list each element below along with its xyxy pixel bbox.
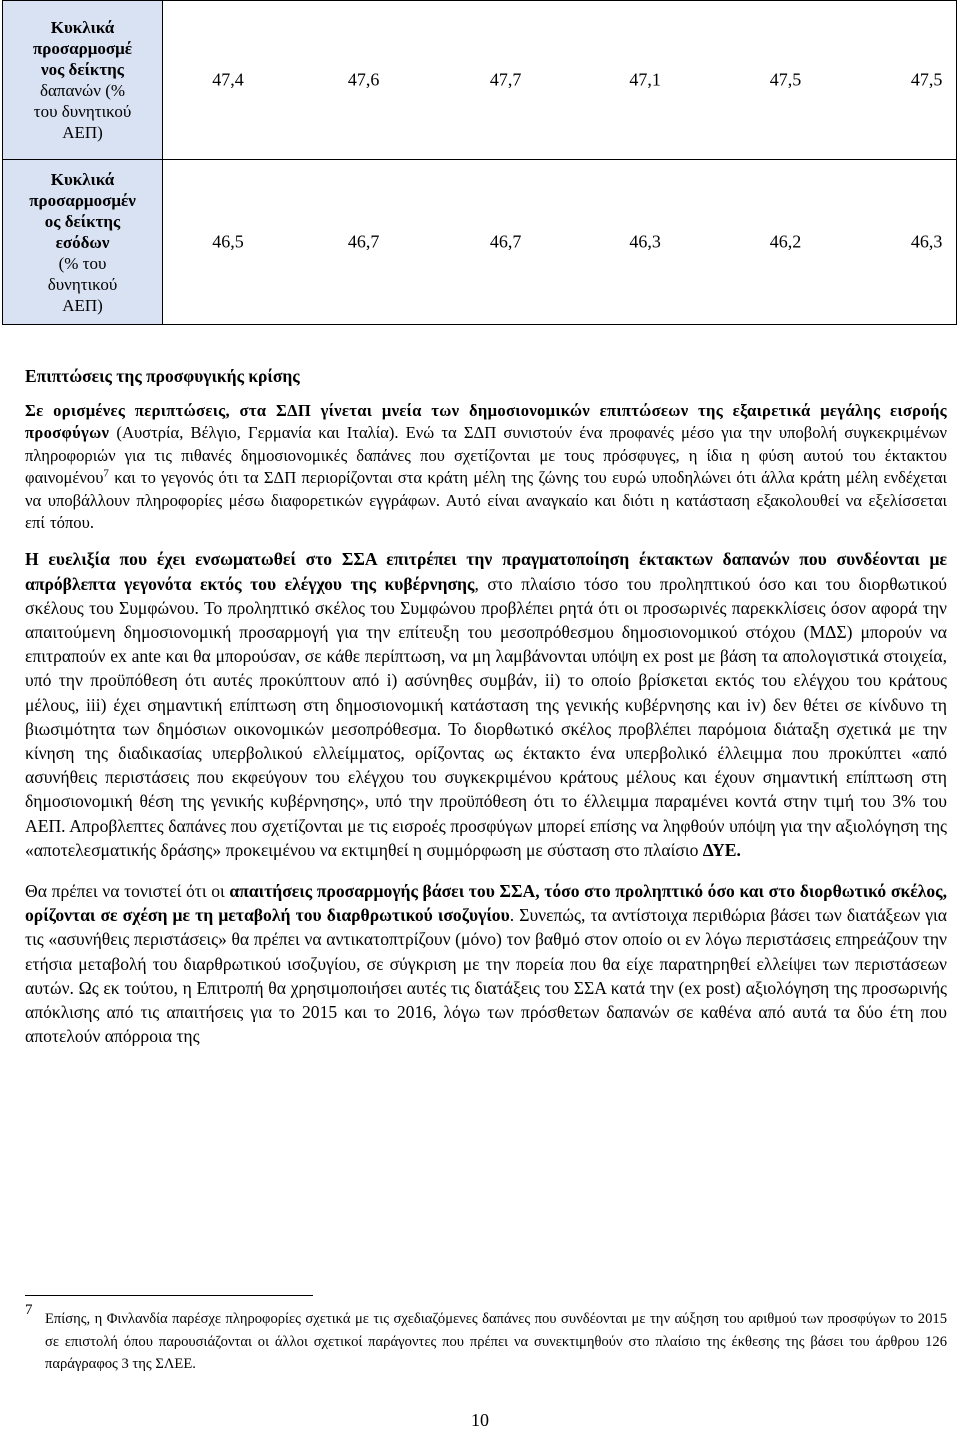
table-row <box>3 160 957 325</box>
table-row <box>3 1 957 160</box>
footnote-text: Επίσης, η Φινλανδία παρέσχε πληροφορίες σχετικά με τις σχεδιαζόμενες δαπάνες που συνδέονται με την αύξηση του αριθμού των προσφύγων το 2015 σε επιστολή όπου παρουσιάζονται οι άλλοι σχετικοί παράγοντες που πρέπει να συνεκτιμηθούν στο πλαίσιο της έκθεσης της βάσει του άρθρου 126 παράγραφος 3 της ΣΛΕΕ. <box>45 1311 947 1372</box>
paragraph-bold-tail: ΔΥΕ. <box>702 839 741 860</box>
paragraph-text: Θα πρέπει να τονιστεί ότι οι <box>25 881 230 902</box>
page-number: 10 <box>471 1410 489 1430</box>
paragraph-bold-lead: Σε ορισμένες περιπτώσεις, στα ΣΔΠ γίνεται μνεία των δημοσιονομικών επιπτώσεων της εξαιρετικά μεγάλης εισροής προσφύγων <box>25 401 947 443</box>
table-cell: 47,1 <box>629 69 661 90</box>
section-heading: Επιπτώσεις της προσφυγικής κρίσης <box>25 366 300 386</box>
footnote-ref[interactable]: 7 <box>103 467 109 480</box>
table-cell: 47,4 <box>212 69 244 90</box>
row-label-revenue: Κυκλικά προσαρμοσμέν ος δείκτης εσόδων (% του δυνητικού ΑΕΠ) <box>3 160 163 325</box>
paragraph-adjustment <box>25 879 947 1048</box>
paragraph-flexibility <box>25 547 947 862</box>
table-cell: 47,7 <box>489 69 522 90</box>
footnote-number: 7 <box>25 1302 33 1318</box>
footnote-divider <box>25 1295 313 1296</box>
table-cell: 46,3 <box>629 231 661 252</box>
table-cell: 46,2 <box>769 231 802 252</box>
paragraph-bold-lead: Η ευελιξία που έχει ενσωματωθεί στο ΣΣΑ επιτρέπει την πραγματοποίηση έκτακτων δαπανών που συνδέονται με απρόβλεπτα γεγονότα εκτός του ελέγχου της κυβέρνησης <box>25 549 947 594</box>
table-cell: 46,7 <box>347 231 380 252</box>
row-values-revenue <box>163 160 957 325</box>
table-cell: 46,5 <box>212 231 244 252</box>
row-label-expenditure: Κυκλικά προσαρμοσμέ νος δείκτης δαπανών (% του δυνητικού ΑΕΠ) <box>3 1 163 160</box>
table-cell: 46,3 <box>910 231 943 252</box>
paragraph-text: , στο πλαίσιο τόσο του προληπτικού όσο και του διορθωτικού σκέλους του Συμφώνου. Το προληπτικό σκέλος του Συμφώνου προβλέπει ρητά ότι οι προσωρινές παρεκκλίσεις όσον αφορά την απαιτούμενη δημοσιονομική προσαρμογή για την επίτευξη του μεσοπρόθεσμου δημοσιονομικού στόχου (ΜΔΣ) μπορούν να επιτραπούν ex ante και θα μπορούσαν, σε κάθε περίπτωση, να μη λαμβάνονται υπόψη ex post με βάση τα απολογιστικά στοιχεία, υπό την προϋπόθεση ότι αυτές προκύπτουν από i) ασύνηθες συμβάν, ii) το οποίο βρίσκεται εκτός του ελέγχου του κράτους μέλους, iii) έχει σημαντική επίπτωση στη δημοσιονομική κατάσταση της γενικής κυβέρνησης και iv) δεν θέτει σε κίνδυνο τη βιωσιμότητα των δημόσιων οικονομικών μεσοπρόθεσμα. Το διορθωτικό σκέλος προβλέπει παρόμοια διάταξη σχετικά με την κίνηση της διαδικασίας υπερβολικού ελλείμματος, ορίζοντας ως έκτακτο ένα υπερβολικό έλλειμμα που προκύπτει «από ασυνήθεις περιστάσεις που εκφεύγουν του ελέγχου του συγκεκριμένου κράτους μέλους και έχουν σημαντική επίπτωση στη δημοσιονομική θέση της γενικής κυβέρνησης», υπό την προϋπόθεση ότι το έλλειμμα παραμένει κοντά στην τιμή του 3% του ΑΕΠ. Απροβλεπτες δαπάνες που σχετίζονται με τις εισροές προσφύγων μπορεί επίσης να ληφθούν υπόψη για την αξιολόγηση της «αποτελεσματικής δράσης» προκειμένου να εκτιμηθεί η συμμόρφωση με σύσταση στο πλαίσιο <box>25 573 948 860</box>
paragraph-bold-mid: απαιτήσεις προσαρμογής βάσει του ΣΣΑ, τόσο στο προληπτικό όσο και στο διορθωτικό σκέλος, ορίζονται σε σχέση με τη μεταβολή του διαρθρωτικού ισοζυγίου <box>25 881 947 926</box>
paragraph-text: (Αυστρία, Βέλγιο, Γερμανία και Ιταλία). Ενώ τα ΣΔΠ συνιστούν ένα προφανές μέσο για την υποβολή συγκεκριμένων πληροφοριών για τις πιθανές δημοσιονομικές δαπάνες που σχετίζονται με τους πρόσφυγες, η ίδια η φύση αυτού του έκτακτου φαινομένου <box>25 423 947 488</box>
indicator-table <box>2 0 957 325</box>
paragraph-text: και το γεγονός ότι τα ΣΔΠ περιορίζονται στα κράτη μέλη της ζώνης του ευρώ υποδηλώνει ότι άλλα κράτη μέλη ενδέχεται να υποβάλλουν πληροφορίες μέσω διαφορετικών εγγράφων. Αυτό είναι αναγκαίο και διότι η κατάσταση εξακολουθεί να εξελίσσεται επί τόπου. <box>25 468 947 533</box>
row-values-expenditure <box>163 1 957 160</box>
table-cell: 46,7 <box>489 231 522 252</box>
paragraph-refugee-impact <box>25 400 947 534</box>
table-cell: 47,6 <box>347 69 380 90</box>
table-cell: 47,5 <box>769 69 802 90</box>
table-cell: 47,5 <box>910 69 943 90</box>
document-body <box>25 365 947 1049</box>
paragraph-text: . Συνεπώς, τα αντίστοιχα περιθώρια βάσει των διατάξεων για τις «ασυνήθεις περιστάσεις» θα πρέπει να αντικατοπτρίζουν (μόνο) τον βαθμό στον οποίο οι εν λόγω περιστάσεις επηρεάζουν την ετήσια μεταβολή του διαρθρωτικού ισοζυγίου, σε σύγκριση με την πορεία που θα είχε παρατηρηθεί ελλείψει των περιστάσεων αυτών. Ως εκ τούτου, η Επιτροπή θα χρησιμοποιήσει αυτές τις διατάξεις του ΣΣΑ κατά την (ex post) αξιολόγηση της προσωρινής απόκλισης από τις απαιτήσεις για το 2015 και το 2016, λόγω των πρόσθετων δαπανών σε καθένα από αυτά τα δύο έτη που αποτελούν απόρροια της <box>25 905 948 1047</box>
